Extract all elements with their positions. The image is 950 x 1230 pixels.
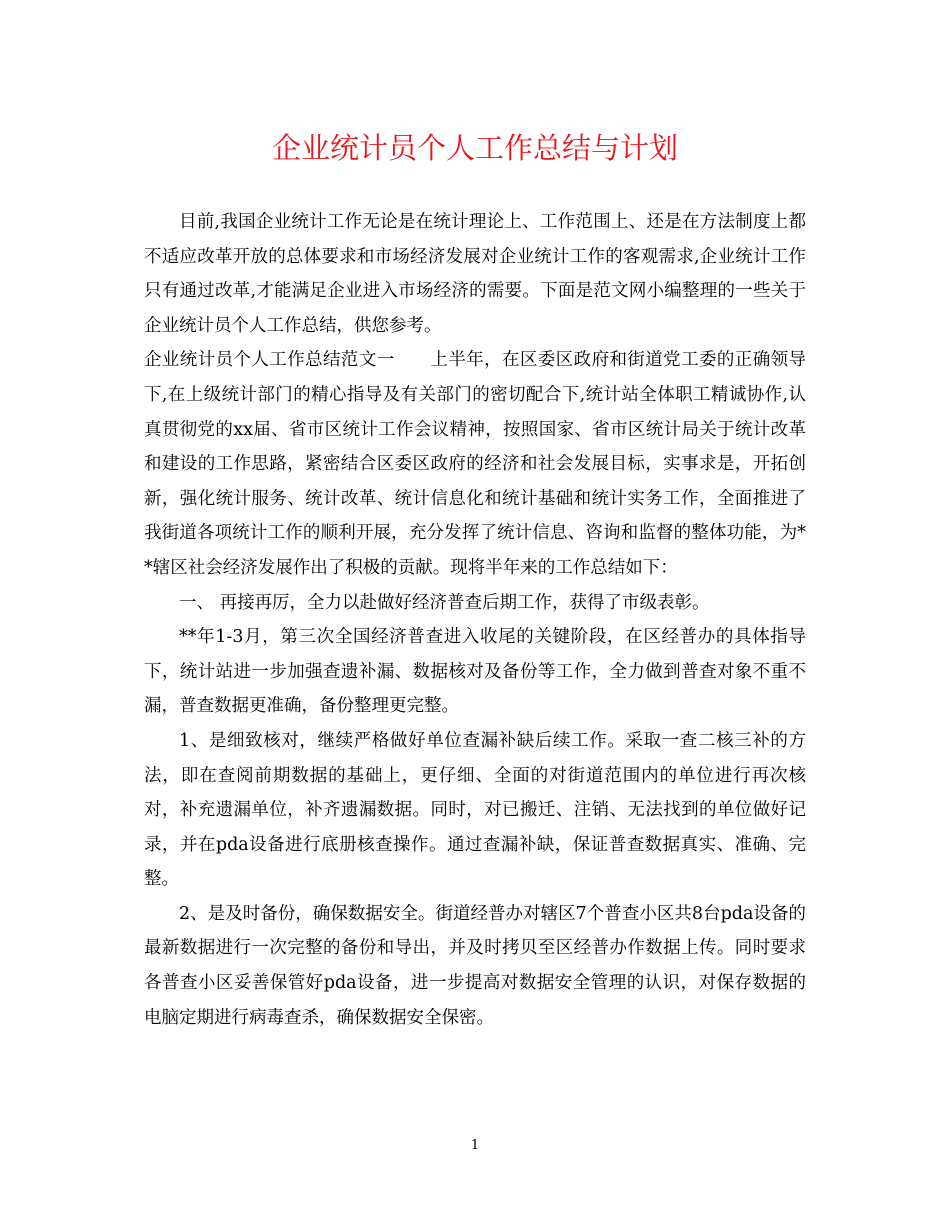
summary-paragraph: 企业统计员个人工作总结范文一 上半年，在区委区政府和街道党工委的正确领导下,在上级统计部门的精心指导及有关部门的密切配合下,统计站全体职工精诚协作,认真贯彻党的xx届、省市区统计工作会议精神，按照国家、省市区统计局关于统计改革和建设的工作思路，紧密结合区委区政府的经济和社会发展目标，实事求是，开拓创新，强化统计服务、统计改革、统计信息化和统计基础和统计实务工作，全面推进了我街道各项统计工作的顺利开展，充分发挥了统计信息、咨询和监督的整体功能，为**辖区社会经济发展作出了积极的贡献。现将半年来的工作总结如下： (144, 350, 806, 578)
body-paragraph: 1、是细致核对，继续严格做好单位查漏补缺后续工作。采取一查二核三补的方法，即在查阅前期数据的基础上，更仔细、全面的对街道范围内的单位进行再次核对，补充遗漏单位，补齐遗漏数据。同时，对已搬迁、注销、无法找到的单位做好记录，并在pda设备进行底册核查操作。通过查漏补缺，保证普查数据真实、准确、完整。 (144, 730, 806, 890)
document-body (144, 205, 806, 1035)
body-paragraph: 2、是及时备份，确保数据安全。街道经普办对辖区7个普查小区共8台pda设备的最新数据进行一次完整的备份和导出，并及时拷贝至区经普办作数据上传。同时要求各普查小区妥善保管好pda设备，进一步提高对数据安全管理的认识，对保存数据的电脑定期进行病毒查杀，确保数据安全保密。 (144, 903, 806, 1028)
intro-paragraph: 目前,我国企业统计工作无论是在统计理论上、工作范围上、还是在方法制度上都不适应改革开放的总体要求和市场经济发展对企业统计工作的客观需求,企业统计工作只有通过改革,才能满足企业进入市场经济的需要。下面是范文网小编整理的一些关于企业统计员个人工作总结，供您参考。 (144, 212, 806, 336)
body-paragraph: **年1-3月，第三次全国经济普查进入收尾的关键阶段，在区经普办的具体指导下，统计站进一步加强查遗补漏、数据核对及备份等工作，全力做到普查对象不重不漏，普查数据更准确，备份整理更完整。 (144, 627, 806, 717)
section-heading: 一、 再接再厉，全力以赴做好经济普查后期工作，获得了市级表彰。 (179, 592, 710, 613)
document-title: 企业统计员个人工作总结与计划 (271, 131, 678, 165)
page-number: 1 (470, 1138, 480, 1153)
